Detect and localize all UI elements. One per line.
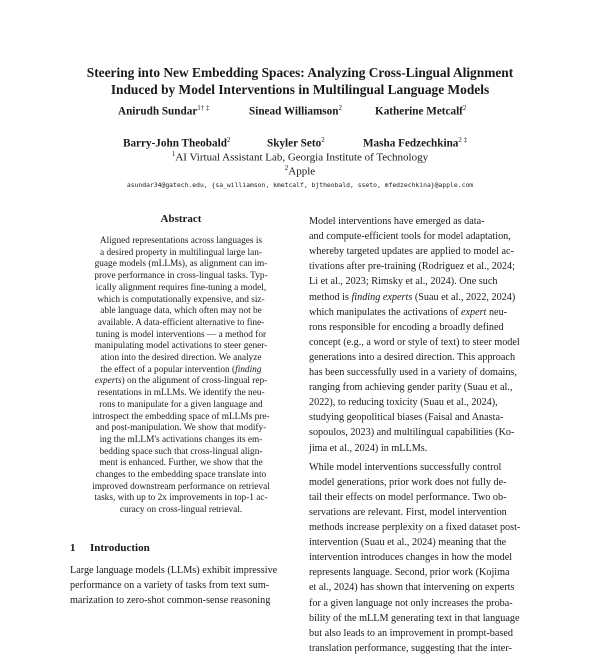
paper-title-line-1: Steering into New Embedding Spaces: Analyzing Cross-Lingual Alignment xyxy=(86,65,514,80)
text-line: rons to manipulate for a given language and xyxy=(99,399,263,410)
text-line: and post-manipulation. We show that modify- xyxy=(95,423,267,434)
text-line: available. A data-efficient alternative to fine- xyxy=(97,317,265,328)
text-line: model generations, prior work does not fully de- xyxy=(309,476,507,488)
text-line: Li et al., 2023; Rimsky et al., 2024). One such xyxy=(309,276,498,288)
text-line: While model interventions successfully control xyxy=(309,461,502,473)
text-line: methods increase perplexity on a fixed dataset post- xyxy=(309,522,521,533)
text-line: servations are relevant. First, model intervention xyxy=(309,506,507,518)
text-line: tail their effects on model performance. Two ob- xyxy=(309,491,507,503)
text-line: ing the mLLM's activations changes its em- xyxy=(99,434,263,445)
text-line: but also leads to an improvement in prompt-based xyxy=(309,627,513,639)
text-line: intervention introduces changes in how the model xyxy=(309,552,513,564)
text-line: Aligned representations across languages is xyxy=(99,236,263,246)
text-line: represents language. Second, prior work (Kojima xyxy=(309,567,510,579)
text-line: ation into the desired direction. We analyze xyxy=(100,353,262,363)
text-line: tuning is model interventions — a method for xyxy=(95,329,267,340)
text-line: tivations after pre-training (Rodriguez et al., 2024; xyxy=(309,261,515,273)
text-line: performance on a variety of tasks from text sum- xyxy=(70,580,270,591)
text-line: the effect of a popular intervention (finding xyxy=(100,364,262,375)
text-line: guage models (mLLMs), as alignment can im- xyxy=(94,259,268,270)
text-line: ranging from achieving gender parity (Suau et al., xyxy=(309,382,513,394)
text-line: changes to the embedding space translate into xyxy=(95,470,267,480)
author: Katherine Metcalf$^2$ xyxy=(375,104,467,118)
text-line: introspect the embedding space of mLLMs pre- xyxy=(92,411,270,422)
text-line: et al., 2024) has shown that intervening on experts xyxy=(309,582,515,594)
text-line: jima et al., 2024) in mLLMs. xyxy=(309,442,428,454)
text-line: concept (e.g., a word or style of text) to steer model xyxy=(309,336,520,348)
text-line: bility of the mLLM generating text in that language xyxy=(309,612,520,624)
text-line: and compute-efficient tools for model adaptation, xyxy=(309,231,511,243)
affiliation: $^1$AI Virtual Assistant Lab, Georgia Institute of Technology xyxy=(171,150,429,164)
text-line: prove performance in cross-lingual tasks. Typ- xyxy=(94,271,268,282)
text-line: a desired property in multilingual large lan- xyxy=(100,247,262,258)
text-line: generations into a desired direction. This approach xyxy=(309,351,516,363)
text-line: ment is enhanced. Further, we show that the xyxy=(99,458,263,469)
section-heading: 1 Introduction xyxy=(70,542,150,554)
text-line: which is computationally expensive, and siz- xyxy=(97,294,265,305)
text-line: studying geopolitical biases (Faisal and Anasta- xyxy=(309,412,504,424)
text-line: resentations in mLLMs. We identify the neu- xyxy=(97,388,265,399)
text-line: improved downstream performance on retrieval xyxy=(92,481,270,492)
text-line: for a given language not only increases the proba- xyxy=(309,597,513,609)
text-line: experts) on the alignment of cross-lingual rep- xyxy=(94,376,268,387)
text-line: rons responsible for encoding a broadly defined xyxy=(309,321,504,333)
text-line: tasks, with up to 2x improvements in top-1 ac- xyxy=(94,493,268,504)
text-line: manipulating model activations to steer gener- xyxy=(94,341,268,352)
text-line: curacy on cross-lingual retrieval. xyxy=(119,505,243,516)
text-line: Large language models (LLMs) exhibit impressive xyxy=(70,565,278,576)
affiliation: $^2$Apple xyxy=(284,164,316,178)
text-line: which manipulates the activations of expert neu- xyxy=(309,306,508,318)
text-line: sopoulos, 2023) and multilingual capabilities (Ko- xyxy=(309,427,515,439)
author: Masha Fedzechkina$^{2 \ddagger}$ xyxy=(363,136,468,150)
text-line: bedding space such that cross-lingual align- xyxy=(99,446,263,457)
text-line: whereby targeted updates are applied to model ac- xyxy=(309,246,514,258)
author: Skyler Seto$^2$ xyxy=(267,136,325,150)
text-line: Model interventions have emerged as data- xyxy=(309,216,485,227)
text-line: intervention (Suau et al., 2024) meaning that the xyxy=(309,537,507,549)
text-line: has been successfully used in a variety of domains, xyxy=(309,367,517,378)
author-emails: asundar34@gatech.edu, {sa_williamson, kmetcalf, bjtheobald, sseto, mfedzechkina}@apple.com xyxy=(126,181,474,189)
text-line: translation performance, suggesting that the inter- xyxy=(309,642,512,654)
text-line: able language data, which often may not be xyxy=(100,306,262,317)
author: Sinead Williamson$^2$ xyxy=(249,104,342,118)
abstract-heading: Abstract xyxy=(160,213,202,225)
paper-title-line-2: Induced by Model Interventions in Multilingual Language Models xyxy=(110,82,490,97)
text-line: 2022), to reducing toxicity (Suau et al., 2024), xyxy=(309,397,498,409)
author: Anirudh Sundar$^{1\dagger \ddagger}$ xyxy=(118,104,210,118)
author: Barry-John Theobald$^2$ xyxy=(123,136,231,150)
text-line: method is finding experts (Suau et al., 2022, 2024) xyxy=(309,291,516,303)
text-line: ically alignment requires fine-tuning a model, xyxy=(95,282,267,293)
text-line: marization to zero-shot common-sense reasoning xyxy=(70,595,271,606)
